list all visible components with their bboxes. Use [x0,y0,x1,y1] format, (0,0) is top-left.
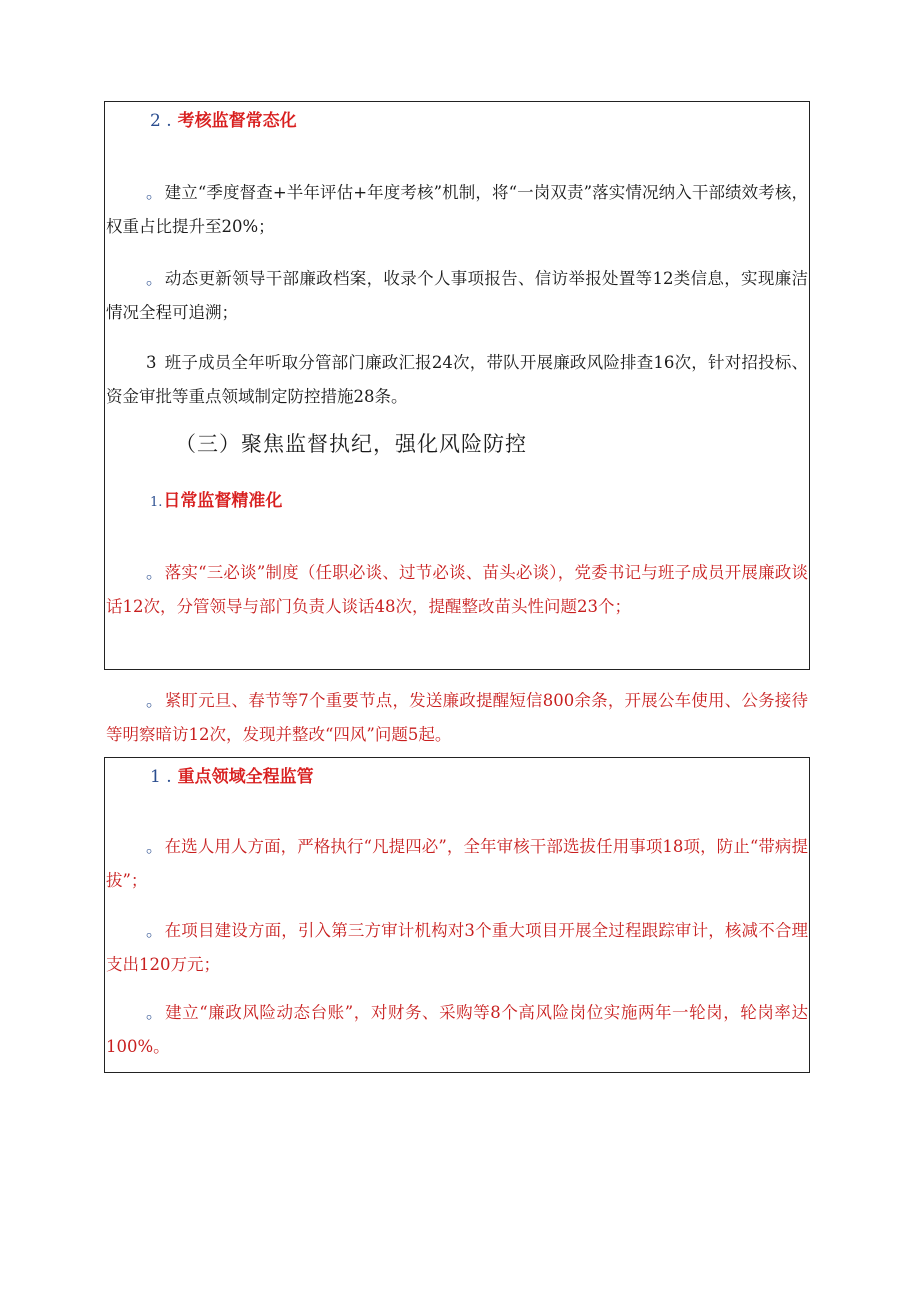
bullet-marker: 。 [146,563,163,582]
heading-title: 考核监督常态化 [177,111,297,131]
paragraph-text: 紧盯元旦、春节等7个重要节点，发送廉政提醒短信800余条，开展公车使用、公务接待等明察暗访12次，发现并整改“四风”问题5起。 [106,691,808,744]
paragraph-text: 建立“季度督查+半年评估+年度考核”机制，将“一岗双责”落实情况纳入干部绩效考核，权重占比提升至20%； [106,183,808,236]
bullet-marker: 。 [146,691,163,710]
paragraph-text: 在项目建设方面，引入第三方审计机构对3个重大项目开展全过程跟踪审计，核减不合理支出120万元； [106,921,809,974]
paragraph-text: 动态更新领导干部廉政档案，收录个人事项报告、信访举报处置等12类信息，实现廉洁情况全程可追溯； [106,269,809,322]
section-title: （三）聚焦监督执纪，强化风险防控 [175,432,527,456]
heading-number: 2 . [150,111,172,131]
paragraph-risk-ledger [106,996,808,1064]
heading-number: 1. [150,495,163,510]
heading-assessment-supervision [150,106,297,131]
bullet-marker: 。 [146,1003,164,1022]
paragraph-key-holidays [106,684,808,752]
heading-title: 日常监督精准化 [163,491,283,511]
paragraph-assessment-mechanism [106,176,808,244]
paragraph-text: 在选人用人方面，严格执行“凡提四必”，全年审核干部选拔任用事项18项，防止“带病提拔”； [106,837,809,890]
paragraph-text: 班子成员全年听取分管部门廉政汇报24次，带队开展廉政风险排查16次，针对招投标、资金审批等重点领域制定防控措施28条。 [106,353,808,406]
heading-daily-supervision [150,486,282,511]
bullet-marker: 3 [146,353,157,372]
paragraph-personnel-selection [106,830,808,898]
paragraph-text: 落实“三必谈”制度（任职必谈、过节必谈、苗头必谈），党委书记与班子成员开展廉政谈话12次，分管领导与部门负责人谈话48次，提醒整改苗头性问题23个； [106,563,809,616]
paragraph-project-audit [106,914,808,982]
heading-key-areas [150,762,314,787]
bullet-marker: 。 [146,269,163,288]
bullet-marker: 。 [146,837,163,856]
paragraph-text: 建立“廉政风险动态台账”，对财务、采购等8个高风险岗位实施两年一轮岗，轮岗率达100%。 [106,1003,809,1056]
heading-title: 重点领域全程监管 [177,767,314,787]
paragraph-three-talks [106,556,808,624]
heading-number: 1 . [150,767,172,787]
paragraph-team-members [106,346,808,414]
paragraph-integrity-archive [106,262,808,330]
bullet-marker: 。 [146,921,163,940]
bullet-marker: 。 [146,183,163,202]
